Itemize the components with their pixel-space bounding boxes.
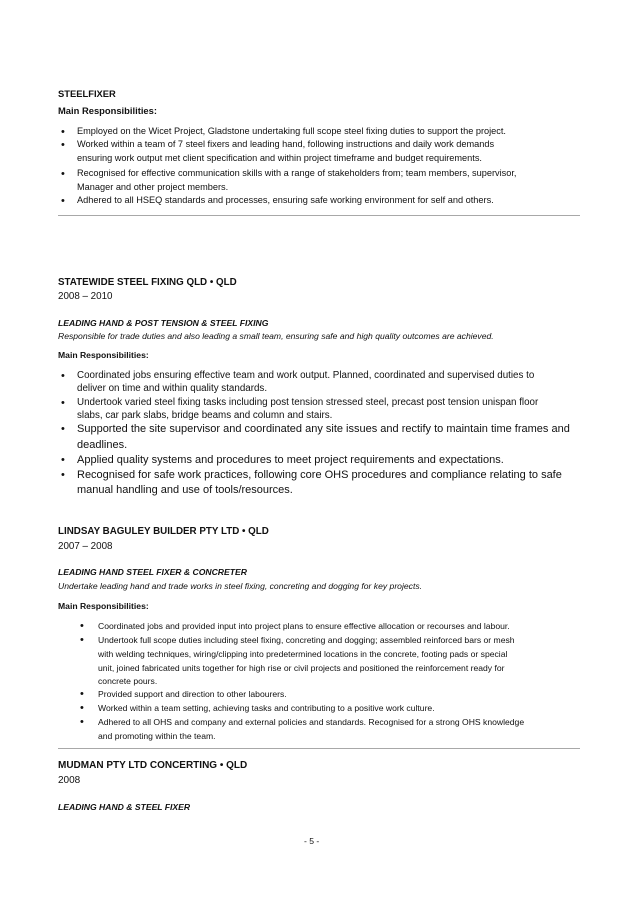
list-item: Worked within a team setting, achieving tasks and contributing to a positive work culture. <box>98 703 435 713</box>
employment-dates: 2007 – 2008 <box>58 541 113 552</box>
list-item-cont: deadlines. <box>77 439 128 451</box>
bullet-dot: • <box>80 688 84 700</box>
bullet-dot: • <box>61 139 65 151</box>
bullet-dot: • <box>61 370 65 382</box>
list-item: Adhered to all OHS and company and external policies and standards. Recognised for a strong OHS knowledge <box>98 717 525 727</box>
list-item-cont: manual handling and use of tools/resources. <box>77 484 293 496</box>
company-name: LINDSAY BAGULEY BUILDER PTY LTD • QLD <box>58 526 269 537</box>
list-item-cont: ensuring work output met client specification and within project timeframe and budget requirements. <box>77 153 482 163</box>
bullet-dot: • <box>80 716 84 728</box>
bullet-dot: • <box>61 397 65 409</box>
list-item: Supported the site supervisor and coordinated any site issues and rectify to maintain time frames and <box>77 423 570 435</box>
page-number: - 5 - <box>304 836 320 846</box>
role-title: LEADING HAND & STEEL FIXER <box>58 802 191 812</box>
list-item: Worked within a team of 7 steel fixers and leading hand, following instructions and daily work demands <box>77 139 495 149</box>
list-item: Employed on the Wicet Project, Gladstone undertaking full scope steel fixing duties to support the project. <box>77 126 506 136</box>
bullet-dot: • <box>61 454 65 466</box>
list-item: Coordinated jobs and provided input into project plans to ensure effective allocation or recourses and labour. <box>98 621 510 631</box>
list-item-cont: unit, joined fabricated units together for high rise or civil projects and positioned the reinforcement ready for <box>98 663 505 673</box>
list-item-cont: deliver on time and within quality standards. <box>77 383 268 394</box>
employment-dates: 2008 – 2010 <box>58 291 113 302</box>
divider <box>58 215 580 216</box>
list-item: Recognised for safe work practices, following core OHS procedures and compliance relating to safe <box>77 469 562 481</box>
list-item: Adhered to all HSEQ standards and processes, ensuring safe working environment for self and others. <box>77 195 494 205</box>
list-item-cont: slabs, car park slabs, bridge beams and column and stairs. <box>77 410 333 421</box>
bullet-dot: • <box>61 168 65 180</box>
bullet-dot: • <box>61 423 65 435</box>
list-item: Undertook full scope duties including steel fixing, concreting and dogging; assembled reinforced bars or mesh <box>98 635 515 645</box>
responsibilities-heading: Main Responsibilities: <box>58 105 157 116</box>
bullet-dot: • <box>61 195 65 207</box>
role-summary: Responsible for trade duties and also leading a small team, ensuring safe and high quality outcomes are achieved. <box>58 331 494 341</box>
role-title: LEADING HAND STEEL FIXER & CONCRETER <box>58 567 247 577</box>
role-summary: Undertake leading hand and trade works in steel fixing, concreting and dogging for key projects. <box>58 581 423 591</box>
list-item: Coordinated jobs ensuring effective team and work output. Planned, coordinated and supervised duties to <box>77 370 535 381</box>
company-name: MUDMAN PTY LTD CONCERTING • QLD <box>58 760 248 771</box>
role-title: LEADING HAND & POST TENSION & STEEL FIXING <box>58 318 269 328</box>
responsibilities-heading: Main Responsibilities: <box>58 350 149 360</box>
responsibilities-heading: Main Responsibilities: <box>58 601 149 611</box>
bullet-dot: • <box>61 126 65 138</box>
list-item: Undertook varied steel fixing tasks including post tension stressed steel, precast post tension unispan floor <box>77 397 539 408</box>
employment-dates: 2008 <box>58 775 81 786</box>
list-item: Applied quality systems and procedures to meet project requirements and expectations. <box>77 454 504 466</box>
bullet-dot: • <box>80 634 84 646</box>
list-item-cont: with welding techniques, wiring/clipping into predetermined locations in the concrete, footing pads or special <box>98 649 508 659</box>
bullet-dot: • <box>80 620 84 632</box>
bullet-dot: • <box>61 469 65 481</box>
bullet-dot: • <box>80 702 84 714</box>
list-item-cont: concrete pours. <box>98 676 158 686</box>
company-name: STATEWIDE STEEL FIXING QLD • QLD <box>58 277 237 288</box>
section-title-steelfixer: STEELFIXER <box>58 88 116 99</box>
list-item-cont: Manager and other project members. <box>77 182 229 192</box>
list-item: Recognised for effective communication skills with a range of stakeholders from; team members, supervisor, <box>77 168 517 178</box>
divider <box>58 748 580 749</box>
list-item-cont: and promoting within the team. <box>98 731 216 741</box>
list-item: Provided support and direction to other labourers. <box>98 689 287 699</box>
